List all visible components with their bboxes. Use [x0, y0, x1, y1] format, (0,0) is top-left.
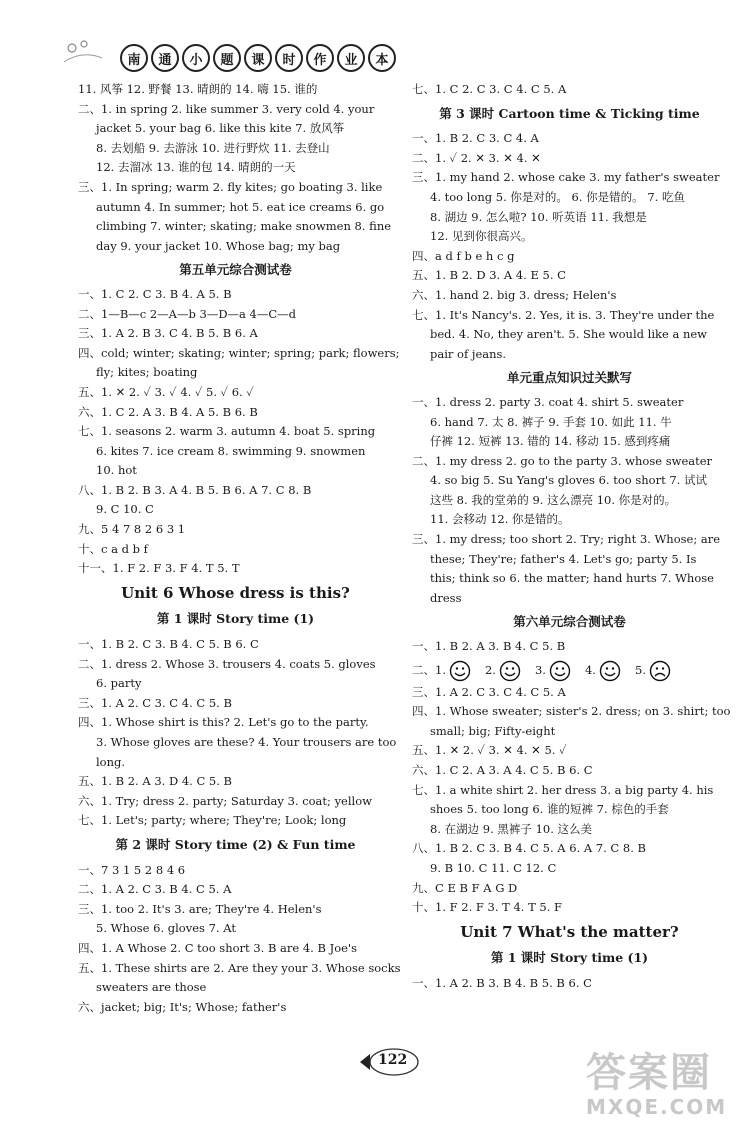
answer-line-continued: 8. 在湖边 9. 黑裤子 10. 这么美: [430, 821, 593, 836]
answer-line-continued: day 9. your jacket 10. Whose bag; my bag: [96, 238, 341, 253]
lesson-title: 第 3 课时 Cartoon time & Ticking time: [439, 105, 700, 121]
smiley-face-icon: [499, 663, 521, 677]
answer-line-continued: shoes 5. too long 6. 谁的短裤 7. 棕色的手套: [430, 802, 669, 817]
smiley-face-icon: [449, 663, 471, 677]
answer-line: 二、1. in spring 2. like summer 3. very cold 4. your: [78, 101, 375, 116]
face-item-number: 1.: [435, 662, 446, 677]
section-title: 单元重点知识过关默写: [506, 370, 632, 386]
banner-char: 课: [244, 44, 272, 72]
face-item-number: 5.: [634, 662, 646, 677]
section-title: 第六单元综合测试卷: [513, 614, 626, 630]
answer-line-continued: 仔裤 12. 短裤 13. 错的 14. 移动 15. 感到疼痛: [430, 434, 671, 449]
answer-line-continued: autumn 4. In summer; hot 5. eat ice creams 6. go: [96, 199, 385, 214]
answer-line: 四、1. Whose shirt is this? 2. Let's go to the party.: [78, 715, 369, 730]
answer-line: 五、1. ✕ 2. ✓ 3. ✕ 4. ✕ 5. ✓: [412, 743, 567, 758]
answer-line: 七、1. C 2. C 3. C 4. C 5. A: [412, 82, 567, 96]
answer-line: 三、1. my hand 2. whose cake 3. my father's sweater: [412, 170, 720, 185]
answer-line: 五、1. These shirts are 2. Are they your 3. Whose socks: [78, 960, 401, 975]
answer-line: 二、1—B—c 2—A—b 3—D—a 4—C—d: [78, 306, 297, 321]
answer-line-continued: 9. C 10. C: [96, 502, 154, 517]
lesson-title: 第 1 课时 Story time (1): [490, 950, 649, 966]
answer-line: 一、1. A 2. B 3. B 4. B 5. B 6. C: [412, 975, 592, 990]
answer-line-continued: 6. hand 7. 太 8. 裤子 9. 手套 10. 如此 11. 牛: [430, 414, 672, 429]
answer-line: 二、1. my dress 2. go to the party 3. whose sweater: [412, 453, 713, 468]
book-title-banner: [120, 44, 396, 72]
answer-line: 二、1. dress 2. Whose 3. trousers 4. coats 5. gloves: [78, 656, 376, 671]
answer-line-continued: 12. 去溜冰 13. 谁的包 14. 晴朗的一天: [96, 160, 296, 175]
smiley-face-icon: [549, 663, 571, 677]
answer-line-continued: 10. hot: [96, 463, 137, 478]
answer-line-continued: sweaters are those: [96, 980, 207, 995]
answer-line: 七、1. Let's; party; where; They're; Look; long: [78, 813, 347, 828]
answer-line: 五、1. ✕ 2. ✓ 3. ✓ 4. ✓ 5. ✓ 6. ✓: [78, 384, 254, 399]
answer-line: 一、7 3 1 5 2 8 4 6: [78, 862, 186, 877]
section-title: 第五单元综合测试卷: [179, 262, 292, 278]
answer-line: 一、1. dress 2. party 3. coat 4. shirt 5. sweater: [412, 394, 684, 409]
answer-line-continued: 11. 会移动 12. 你是错的。: [430, 512, 570, 527]
answer-line-continued: 6. kites 7. ice cream 8. swimming 9. snowmen: [96, 443, 366, 458]
answer-line-continued: jacket 5. your bag 6. like this kite 7. 放风筝: [96, 121, 345, 136]
banner-char: 时: [275, 44, 303, 72]
answer-line: 四、a d f b e h c g: [412, 248, 515, 263]
answer-line-continued: this; think so 6. the matter; hand hurts 7. Whose: [430, 571, 714, 586]
answer-line: 十一、1. F 2. F 3. F 4. T 5. T: [78, 561, 240, 576]
answer-line-continued: 这些 8. 我的堂弟的 9. 这么漂亮 10. 你是对的。: [430, 492, 677, 507]
answer-line: 十、c a d b f: [78, 541, 148, 556]
answer-line-continued: climbing 7. winter; skating; make snowmen 8. fine: [96, 219, 392, 234]
answer-line: 三、1. A 2. C 3. C 4. C 5. B: [78, 695, 232, 710]
face-item-number: 2.: [484, 662, 496, 677]
answer-line: 五、1. B 2. D 3. A 4. E 5. C: [412, 268, 566, 283]
answer-line-continued: dress: [430, 590, 462, 605]
lesson-title: 第 2 课时 Story time (2) & Fun time: [115, 836, 356, 852]
answer-line-continued: long.: [96, 754, 126, 769]
book-header: [70, 36, 389, 86]
answer-line: 六、1. C 2. A 3. B 4. A 5. B 6. B: [78, 404, 258, 419]
answer-line: 六、1. Try; dress 2. party; Saturday 3. coat; yellow: [78, 793, 372, 808]
banner-char: 小: [182, 44, 210, 72]
answer-line: 一、1. B 2. A 3. B 4. C 5. B: [412, 639, 566, 654]
answer-line-continued: these; They're; father's 4. Let's go; party 5. Is: [430, 551, 697, 566]
banner-char: 题: [213, 44, 241, 72]
answer-line-continued: small; big; Fifty-eight: [430, 723, 556, 738]
answer-line-continued: 8. 湖边 9. 怎么啦? 10. 听英语 11. 我想是: [430, 209, 647, 224]
unit-title: Unit 7 What's the matter?: [460, 922, 679, 941]
page-number: [378, 1052, 407, 1068]
answer-line: 七、1. seasons 2. warm 3. autumn 4. boat 5. spring: [78, 424, 376, 439]
watermark-bottom: MXQE.COM: [586, 1095, 728, 1119]
answer-line: 八、1. B 2. C 3. B 4. C 5. A 6. A 7. C 8. B: [412, 841, 646, 856]
page-number-text: 122: [378, 1052, 408, 1068]
answer-line: 三、1. A 2. C 3. C 4. C 5. A: [412, 684, 566, 699]
answer-line: 十、1. F 2. F 3. T 4. T 5. F: [412, 900, 563, 915]
answer-line-continued: fly; kites; boating: [96, 365, 198, 380]
lesson-title: 第 1 课时 Story time (1): [156, 611, 315, 627]
answer-line: 三、1. too 2. It's 3. are; They're 4. Helen's: [78, 901, 322, 916]
answer-line: 一、1. B 2. C 3. B 4. C 5. B 6. C: [78, 637, 259, 652]
question-label: 二、: [412, 662, 435, 677]
answer-line: 二、1. A 2. C 3. B 4. C 5. A: [78, 882, 232, 897]
answer-line: 九、C E B F A G D: [412, 880, 518, 895]
answer-line-continued: 9. B 10. C 11. C 12. C: [430, 860, 557, 875]
answer-line: 五、1. B 2. A 3. D 4. C 5. B: [78, 774, 232, 789]
answer-line: 一、1. C 2. C 3. B 4. A 5. B: [78, 286, 232, 301]
left-column: [78, 80, 401, 1017]
answer-line: 11. 风筝 12. 野餐 13. 晴朗的 14. 嗨 15. 谁的: [78, 82, 318, 96]
smiley-face-icon: [599, 663, 621, 677]
banner-char: 作: [306, 44, 334, 72]
watermark: [586, 1051, 736, 1119]
answer-line: 三、1. In spring; warm 2. fly kites; go boating 3. like: [78, 179, 383, 194]
unit-title: Unit 6 Whose dress is this?: [121, 583, 350, 602]
answer-line: 八、1. B 2. B 3. A 4. B 5. B 6. A 7. C 8. B: [78, 482, 312, 497]
face-answer-line: [412, 657, 727, 683]
watermark-top: 答案圈: [586, 1050, 712, 1096]
answer-line: 二、1. ✓ 2. ✕ 3. ✕ 4. ✕: [412, 150, 541, 165]
answer-line-continued: 6. party: [96, 676, 142, 691]
answer-line-continued: 5. Whose 6. gloves 7. At: [96, 921, 236, 936]
decorative-swirl-icon: [62, 36, 122, 76]
answer-line: 三、1. my dress; too short 2. Try; right 3. Whose; are: [412, 532, 721, 547]
banner-char: 本: [368, 44, 396, 72]
answer-line: 七、1. It's Nancy's. 2. Yes, it is. 3. They're under the: [412, 307, 715, 322]
answer-line-continued: 8. 去划船 9. 去游泳 10. 进行野炊 11. 去登山: [96, 140, 330, 155]
answer-line: 一、1. B 2. C 3. C 4. A: [412, 131, 539, 146]
answer-line-continued: 12. 见到你很高兴。: [430, 229, 533, 244]
face-item-number: 4.: [584, 662, 596, 677]
answer-line-continued: 3. Whose gloves are these? 4. Your trousers are too: [96, 735, 397, 749]
answer-line: 三、1. A 2. B 3. C 4. B 5. B 6. A: [78, 326, 258, 341]
face-item-number: 3.: [534, 662, 546, 677]
answer-line: 六、jacket; big; It's; Whose; father's: [78, 999, 287, 1014]
banner-char: 通: [151, 44, 179, 72]
right-column: [412, 80, 731, 994]
answer-line-continued: 4. too long 5. 你是对的。 6. 你是错的。 7. 吃鱼: [430, 189, 685, 204]
answer-line-continued: pair of jeans.: [430, 346, 507, 361]
banner-char: 南: [120, 44, 148, 72]
answer-line: 四、cold; winter; skating; winter; spring; park; flowers;: [78, 345, 400, 360]
answer-line: 六、1. hand 2. big 3. dress; Helen's: [412, 287, 617, 302]
sad-face-icon: [649, 663, 671, 677]
banner-char: 业: [337, 44, 365, 72]
answer-line: 四、1. Whose sweater; sister's 2. dress; on 3. shirt; too: [412, 704, 731, 719]
answer-line: 六、1. C 2. A 3. A 4. C 5. B 6. C: [412, 763, 593, 777]
answer-line: 七、1. a white shirt 2. her dress 3. a big party 4. his: [412, 782, 714, 797]
answer-line: 九、5 4 7 8 2 6 3 1: [78, 522, 186, 537]
answer-line-continued: bed. 4. No, they aren't. 5. She would like a new: [430, 327, 708, 342]
answer-line-continued: 4. so big 5. Su Yang's gloves 6. too short 7. 试试: [430, 473, 707, 488]
answer-line: 四、1. A Whose 2. C too short 3. B are 4. B Joe's: [78, 940, 357, 955]
